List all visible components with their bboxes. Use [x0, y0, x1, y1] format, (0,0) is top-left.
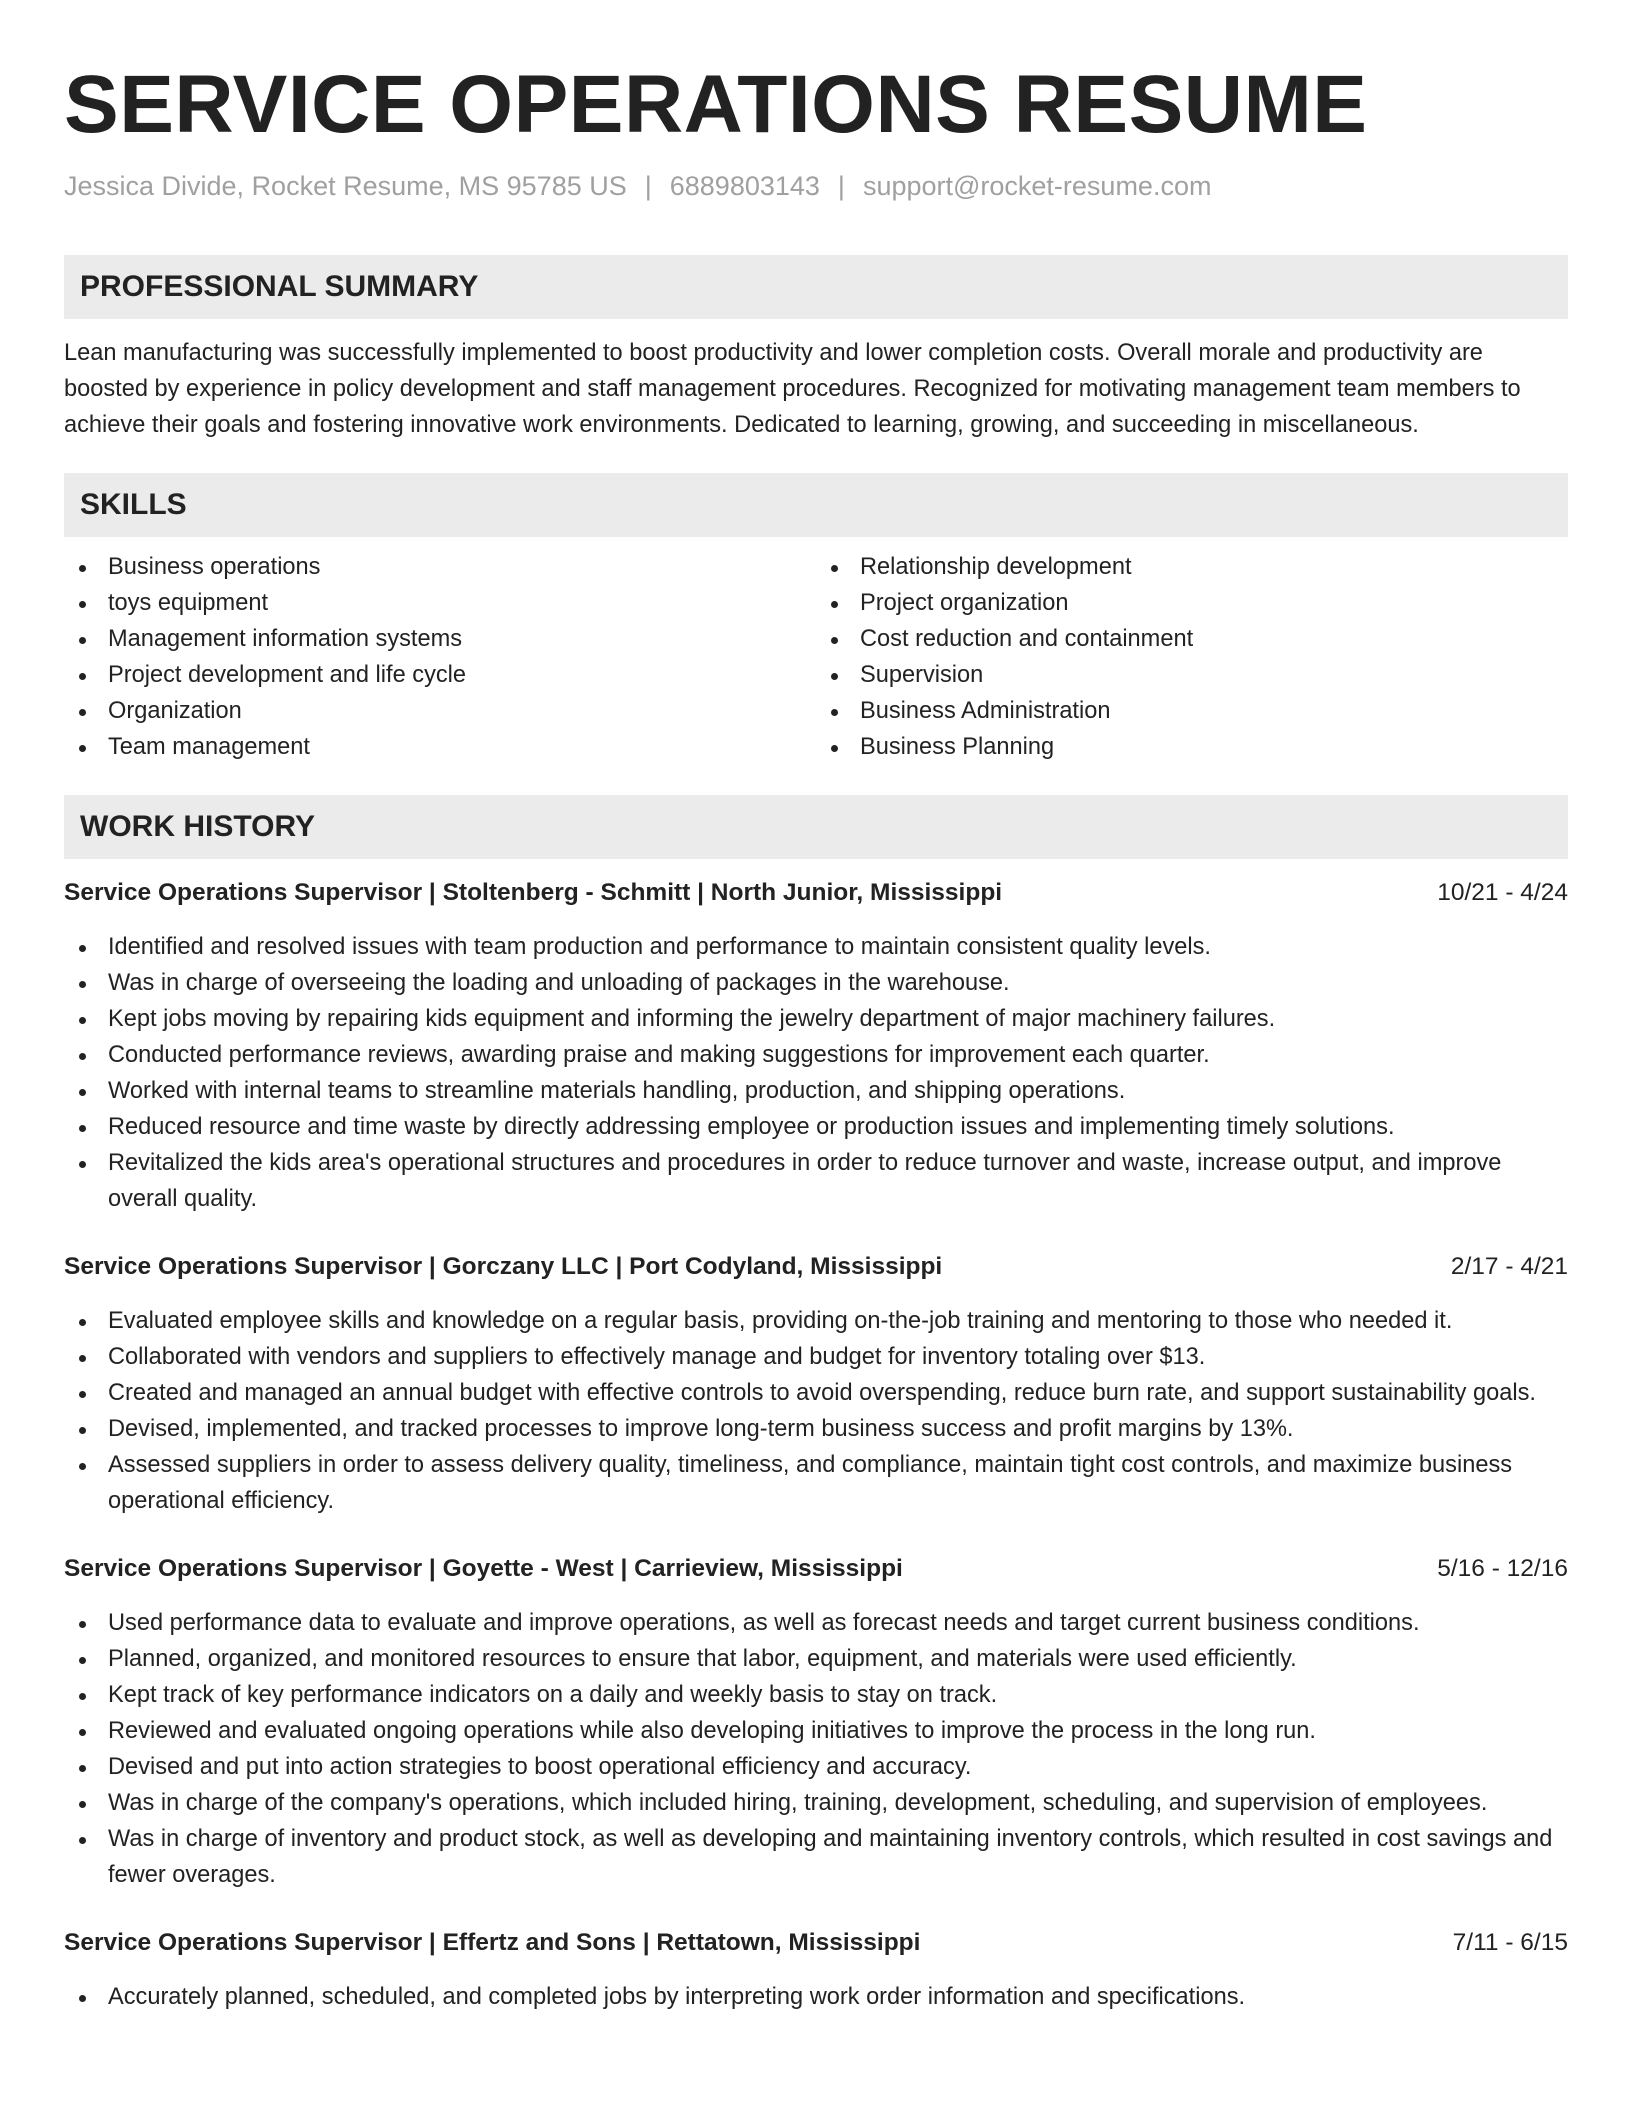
job-bullets [64, 1979, 1568, 2015]
job-bullet: Conducted performance reviews, awarding praise and making suggestions for improvement each quarter. [64, 1037, 1568, 1073]
skill-item: Relationship development [816, 549, 1568, 585]
job-bullet: Reviewed and evaluated ongoing operations while also developing initiatives to improve the process in the long run. [64, 1713, 1568, 1749]
skill-item: Business operations [64, 549, 816, 585]
skill-item: Management information systems [64, 621, 816, 657]
job-bullet: Devised, implemented, and tracked processes to improve long-term business success and profit margins by 13%. [64, 1411, 1568, 1447]
skill-item: Business Planning [816, 729, 1568, 765]
job-entry [64, 1551, 1568, 1893]
job-entry [64, 1249, 1568, 1519]
job-header [64, 1551, 1568, 1587]
job-bullet: Was in charge of the company's operations, which included hiring, training, development, scheduling, and supervision of employees. [64, 1785, 1568, 1821]
skill-item: Team management [64, 729, 816, 765]
contact-address: Jessica Divide, Rocket Resume, MS 95785 US [64, 171, 627, 201]
job-bullet: Kept jobs moving by repairing kids equipment and informing the jewelry department of major machinery failures. [64, 1001, 1568, 1037]
job-bullet: Used performance data to evaluate and improve operations, as well as forecast needs and target current business conditions. [64, 1605, 1568, 1641]
contact-line [64, 169, 1568, 203]
skill-item: Business Administration [816, 693, 1568, 729]
contact-phone: 6889803143 [669, 171, 820, 201]
job-entry [64, 875, 1568, 1217]
job-title: Service Operations Supervisor | Gorczany LLC | Port Codyland, Mississippi [64, 1253, 943, 1280]
job-dates: 5/16 - 12/16 [1437, 1555, 1568, 1582]
contact-email[interactable]: support@rocket-resume.com [862, 171, 1212, 201]
job-bullet: Identified and resolved issues with team production and performance to maintain consistent quality levels. [64, 929, 1568, 965]
summary-text: Lean manufacturing was successfully implemented to boost productivity and lower completion costs. Overall morale and productivity are boosted by experience in policy development and staff management procedures. Recognized for motivating management team members to achieve their goals and fostering innovative work environments. Dedicated to learning, growing, and succeeding in miscellaneous. [64, 340, 1521, 438]
work-history-heading: WORK HISTORY [64, 795, 1568, 859]
job-header [64, 1925, 1568, 1961]
skill-item: Organization [64, 693, 816, 729]
job-bullets [64, 1303, 1568, 1519]
job-bullet: Worked with internal teams to streamline materials handling, production, and shipping operations. [64, 1073, 1568, 1109]
job-bullet: Devised and put into action strategies to boost operational efficiency and accuracy. [64, 1749, 1568, 1785]
skill-item: Supervision [816, 657, 1568, 693]
job-bullet: Evaluated employee skills and knowledge on a regular basis, providing on-the-job training and mentoring to those who needed it. [64, 1303, 1568, 1339]
job-bullet: Assessed suppliers in order to assess delivery quality, timeliness, and compliance, maintain tight cost controls, and maximize business operational efficiency. [64, 1447, 1568, 1519]
page-title: SERVICE OPERATIONS RESUME [64, 59, 1368, 150]
skill-item: Project development and life cycle [64, 657, 816, 693]
job-bullets [64, 1605, 1568, 1893]
job-bullet: Planned, organized, and monitored resources to ensure that labor, equipment, and materials were used efficiently. [64, 1641, 1568, 1677]
job-bullet: Kept track of key performance indicators on a daily and weekly basis to stay on track. [64, 1677, 1568, 1713]
job-bullet: Collaborated with vendors and suppliers to effectively manage and budget for inventory totaling over $13. [64, 1339, 1568, 1375]
skills-heading: SKILLS [64, 473, 1568, 537]
job-dates: 7/11 - 6/15 [1452, 1929, 1568, 1956]
job-bullet: Accurately planned, scheduled, and completed jobs by interpreting work order information and specifications. [64, 1979, 1568, 2015]
job-header [64, 875, 1568, 911]
job-dates: 10/21 - 4/24 [1437, 879, 1568, 906]
skills-column-left [64, 549, 816, 765]
job-bullet: Revitalized the kids area's operational structures and procedures in order to reduce turnover and waste, increase output, and improve overall quality. [64, 1145, 1568, 1217]
job-bullet: Was in charge of inventory and product stock, as well as developing and maintaining inventory controls, which resulted in cost savings and fewer overages. [64, 1821, 1568, 1893]
job-dates: 2/17 - 4/21 [1450, 1253, 1568, 1280]
skill-item: Project organization [816, 585, 1568, 621]
job-header [64, 1249, 1568, 1285]
job-entry [64, 1925, 1568, 2015]
job-bullet: Created and managed an annual budget with effective controls to avoid overspending, reduce burn rate, and support sustainability goals. [64, 1375, 1568, 1411]
skills-column-right [816, 549, 1568, 765]
skill-item: Cost reduction and containment [816, 621, 1568, 657]
job-title: Service Operations Supervisor | Effertz and Sons | Rettatown, Mississippi [64, 1929, 921, 1956]
job-bullet: Was in charge of overseeing the loading and unloading of packages in the warehouse. [64, 965, 1568, 1001]
contact-separator: | [644, 171, 652, 201]
skills-list [64, 549, 1568, 765]
job-bullet: Reduced resource and time waste by directly addressing employee or production issues and implementing timely solutions. [64, 1109, 1568, 1145]
summary-heading: PROFESSIONAL SUMMARY [64, 255, 1568, 319]
skill-item: toys equipment [64, 585, 816, 621]
job-bullets [64, 929, 1568, 1217]
job-title: Service Operations Supervisor | Goyette - West | Carrieview, Mississippi [64, 1555, 903, 1582]
contact-separator: | [837, 171, 845, 201]
job-title: Service Operations Supervisor | Stoltenberg - Schmitt | North Junior, Mississippi [64, 879, 1003, 906]
